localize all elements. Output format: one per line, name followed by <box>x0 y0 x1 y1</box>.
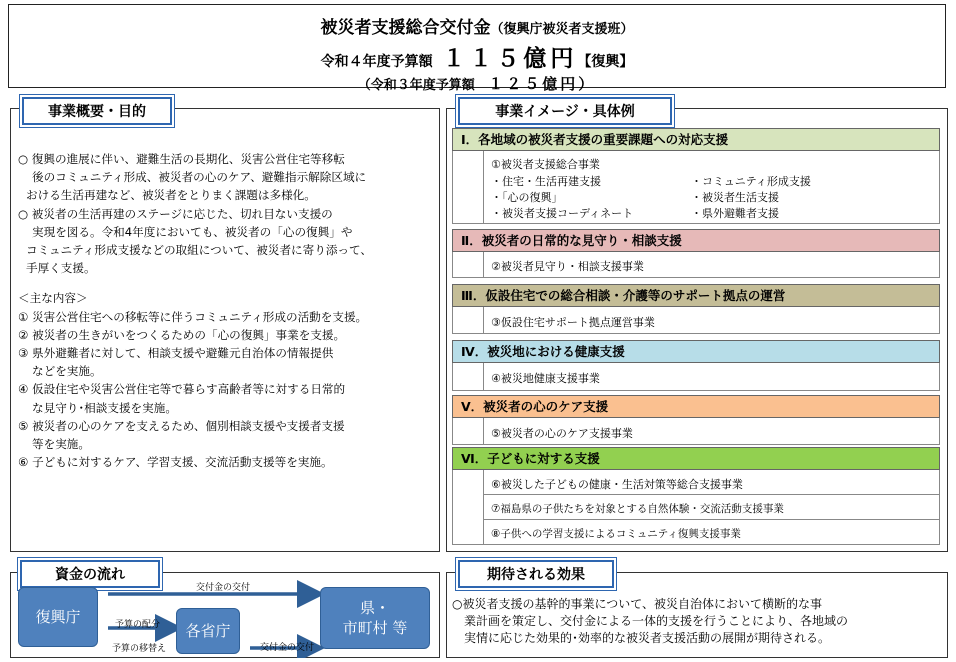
category-2-items: ②被災者見守り・相談支援事業 <box>452 252 940 278</box>
page-subtitle: （復興庁被災者支援班） <box>490 22 634 37</box>
category-5-items: ⑤被災者の心のケア支援事業 <box>452 418 940 445</box>
overview-text: ○ 復興の進展に伴い、避難生活の長期化、災害公営住宅等移転 後のコミュニティ形成、被災者の心のケア、避難指示解除区域に おける生活再建など、被災者をとりまく課題は多様化。 ○ 被災者の生活再建のステージに応じた、切れ目ない支援の 実現を図る。令和4年度においても、被災者の「心の復興」や コミュニティ形成支援などの取組について、被災者に寄り添って、 手厚く支援。 ＜主な内容＞ ① 災害公営住宅への移転等に伴うコミュニティ形成の活動を支援。 ② 被災者の生きがいをつくるための「心の復興」事業を支援。 ③ 県外避難者に対して、相談支援や避難元自治体の情報提供 などを実施。 ④ 仮設住宅や災害公営住宅等で暮らす高齢者等に対する日常的 な見守り･相談支援を実施。 ⑤ 被災者の心のケアを支えるため、個別相談支援や支援者支援 等を実施。 ⑥ 子どもに対するケア、学習支援、交流活動支援等を実施。 <box>18 150 438 471</box>
budget-line: 令和４年度予算額 １１５億円【復興】 <box>320 46 634 72</box>
main-content-heading: ＜主な内容＞ <box>18 291 88 306</box>
page-title: 被災者支援総合交付金（復興庁被災者支援班） <box>320 18 634 38</box>
header-box <box>8 4 946 93</box>
category-2: Ⅱ．被災者の日常的な見守り・相談支援 <box>452 229 940 252</box>
category-1: Ⅰ．各地域の被災者支援の重要課題への対応支援 <box>452 128 940 151</box>
effects-label: 期待される効果 <box>458 560 614 588</box>
category-3-items: ③仮設住宅サポート拠点運営事業 <box>452 307 940 334</box>
node-local-governments: 県・ 市町村 等 <box>320 587 430 649</box>
category-6: Ⅵ．子どもに対する支援 <box>452 447 940 470</box>
label-transfer: 予算の移替え <box>112 644 167 654</box>
previous-budget-line: （令和３年度予算額 １２５億円） <box>357 75 597 93</box>
list-item: ⑥ 子どもに対するケア、学習支援、交流活動支援等を実施。 <box>18 455 333 470</box>
effects-text: ○被災者支援の基幹的事業について、被災自治体において横断的な事 業計画を策定し、交付金による一体的支援を行うことにより、各地域の 実情に応じた効果的･効率的な被災者支援活動の展開が期待される。 <box>452 597 849 645</box>
label-grant-top: 交付金の交付 <box>196 583 251 593</box>
list-item: ② 被災者の生きがいをつくるための「心の復興」事業を支援。 <box>18 327 346 342</box>
list-item: ③ 県外避難者に対して、相談支援や避難元自治体の情報提供 <box>18 346 334 361</box>
list-item: ① 災害公営住宅への移転等に伴うコミュニティ形成の活動を支援。 <box>18 309 368 324</box>
category-5: Ⅴ．被災者の心のケア支援 <box>452 395 940 418</box>
budget-tag: 【復興】 <box>577 54 634 70</box>
list-item: ④ 仮設住宅や災害公営住宅等で暮らす高齢者等に対する日常的 <box>18 382 346 397</box>
category-4: Ⅳ．被災地における健康支援 <box>452 340 940 363</box>
category-3: Ⅲ．仮設住宅での総合相談・介護等のサポート拠点の運営 <box>452 284 940 307</box>
examples-label: 事業イメージ・具体例 <box>458 97 672 125</box>
node-ministries: 各省庁 <box>176 608 240 654</box>
node-reconstruction-agency: 復興庁 <box>18 587 98 647</box>
funding-label: 資金の流れ <box>20 560 160 588</box>
label-allocation: 予算の配分 <box>115 620 161 630</box>
label-grant-bottom: 交付金の交付 <box>260 643 315 653</box>
overview-label: 事業概要・目的 <box>22 97 172 125</box>
budget-amount: １１５億円 <box>442 46 578 72</box>
category-4-items: ④被災地健康支援事業 <box>452 363 940 391</box>
category-6-items: ⑥被災した子どもの健康・生活対策等総合支援事業 ⑦福島県の子供たちを対象とする自然体験・交流活動支援事業 ⑧子供への学習支援によるコミュニティ復興支援事業 <box>452 470 940 545</box>
list-item: ⑤ 被災者の心のケアを支えるため、個別相談支援や支援者支援 <box>18 418 345 433</box>
category-1-items: ①被災者支援総合事業 ・住宅・生活再建支援 ・コミュニティ形成支援 ・「心の復興」 ・被災者生活支援 ・被災者支援コーディネート ・県外避難者支援 <box>452 151 940 224</box>
